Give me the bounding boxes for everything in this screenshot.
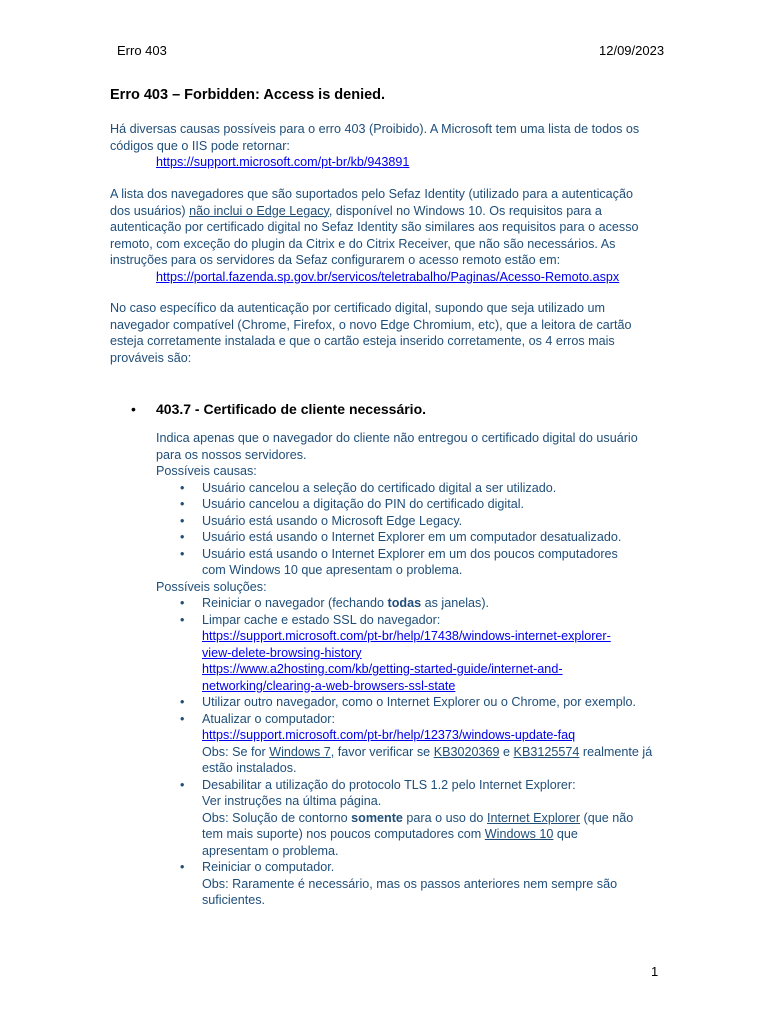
browsers-line: remoto, com exceção do plugin da Citrix e do Citrix Receiver, que não são necessários. As [110, 236, 616, 251]
list-item [156, 546, 676, 579]
intro-paragraph [110, 121, 670, 171]
solution-text: Reiniciar o computador. [202, 860, 335, 874]
solution-text: Ver instruções na última página. [202, 794, 382, 808]
obs-text: (que não [580, 810, 634, 825]
bullet: • [180, 612, 185, 627]
cause-text: Usuário está usando o Microsoft Edge Legacy. [202, 513, 463, 528]
intro-line: Há diversas causas possíveis para o erro 403 (Proibido). A Microsoft tem uma lista de todos os [110, 122, 640, 136]
ie-browsing-history-link[interactable]: https://support.microsoft.com/pt-br/help/17438/windows-internet-explorer- view-delete-browsing-history [202, 629, 611, 660]
obs-text: e [499, 744, 514, 759]
obs-text: suficientes. [202, 893, 265, 907]
bullet: • [180, 596, 185, 610]
obs-text: estão instalados. [202, 761, 297, 775]
obs-text: Obs: Solução de contorno [202, 810, 352, 825]
ssl-state-link[interactable]: https://www.a2hosting.com/kb/getting-started-guide/internet-and- networking/clearing-a-web-browsers-ssl-state [202, 662, 563, 693]
cause-text: Usuário está usando o Internet Explorer em um computador desatualizado. [202, 530, 622, 544]
list-item [156, 694, 676, 711]
bullet: • [180, 513, 185, 528]
kb3020369-ref[interactable]: KB3020369 [433, 744, 500, 759]
solutions-label: Possíveis soluções: [156, 579, 267, 594]
bullet: • [180, 860, 185, 874]
cause-text: Usuário está usando o Internet Explorer em um dos poucos computadores [202, 546, 618, 561]
intro-line: códigos que o IIS pode retornar: [110, 138, 290, 153]
bullet: • [180, 480, 185, 495]
browsers-line: instruções para os servidores da Sefaz configurarem o acesso remoto estão em: [110, 253, 561, 267]
header-left: Erro 403 [117, 43, 167, 58]
section-heading: 403.7 - Certificado de cliente necessário. [156, 401, 427, 417]
solution-text: Desabilitar a utilização do protocolo TLS 1.2 pelo Internet Explorer: [202, 777, 576, 792]
specific-line: No caso específico da autenticação por certificado digital, supondo que seja utilizado um [110, 301, 605, 315]
obs-text: que [553, 827, 578, 841]
obs-emphasis: somente [351, 810, 403, 825]
page-title: Erro 403 – Forbidden: Access is denied. [110, 87, 386, 103]
solution-text: Reiniciar o navegador (fechando [202, 596, 388, 610]
header-date: 12/09/2023 [599, 43, 665, 58]
list-item [156, 529, 676, 546]
kb3125574-ref[interactable]: KB3125574 [513, 744, 580, 759]
iis-codes-link[interactable]: https://support.microsoft.com/pt-br/kb/943891 [156, 155, 410, 169]
obs-text: para o uso do [402, 810, 487, 825]
windows-update-link[interactable]: https://support.microsoft.com/pt-br/help/12373/windows-update-faq [202, 728, 576, 742]
section-desc: para os nossos servidores. [156, 447, 307, 462]
obs-text: Obs: Raramente é necessário, mas os passos anteriores nem sempre são [202, 876, 618, 891]
cause-text: Usuário cancelou a seleção do certificado digital a ser utilizado. [202, 480, 557, 495]
edge-legacy-note: não inclui o Edge Legacy [189, 203, 329, 218]
internet-explorer-ref[interactable]: Internet Explorer [486, 810, 581, 825]
section-bullet: • [131, 401, 136, 417]
obs-text: tem mais suporte) nos poucos computadores com [202, 827, 485, 841]
browsers-text: dos usuários) [110, 203, 190, 218]
obs-text: apresentam o problema. [202, 843, 339, 858]
bullet: • [180, 695, 185, 709]
list-item [156, 480, 676, 497]
cause-text: Usuário cancelou a digitação do PIN do certificado digital. [202, 497, 525, 511]
bullet: • [180, 777, 185, 792]
list-item [156, 496, 676, 513]
browsers-line: autenticação por certificado digital no Sefaz Identity são similares aos requisitos para o acesso [110, 220, 639, 234]
windows7-ref[interactable]: Windows 7 [269, 744, 331, 759]
bullet: • [180, 546, 185, 561]
browsers-line: A lista dos navegadores que são suportados pelo Sefaz Identity (utilizado para a autenticação [110, 187, 633, 201]
section-desc: Indica apenas que o navegador do cliente não entregou o certificado digital do usuário [156, 431, 638, 445]
solution-text: Atualizar o computador: [202, 711, 336, 726]
list-item [156, 859, 676, 909]
solution-text: Utilizar outro navegador, como o Internet Explorer ou o Chrome, por exemplo. [202, 695, 637, 709]
solution-emphasis: todas [387, 596, 422, 610]
list-item [156, 777, 676, 860]
bullet: • [180, 530, 185, 544]
browsers-text: , disponível no Windows 10. Os requisitos para a [328, 203, 602, 218]
specific-line: prováveis são: [110, 350, 192, 365]
solution-text: as janelas). [421, 596, 490, 610]
solution-text: Limpar cache e estado SSL do navegador: [202, 612, 441, 627]
obs-text: realmente já [579, 744, 653, 759]
remote-access-link[interactable]: https://portal.fazenda.sp.gov.br/servicos/teletrabalho/Paginas/Acesso-Remoto.aspx [156, 269, 620, 284]
list-item [156, 711, 676, 777]
section-content [156, 430, 676, 909]
bullet: • [180, 497, 185, 511]
list-item [156, 513, 676, 530]
page-number: 1 [651, 964, 659, 979]
list-item [156, 612, 676, 695]
cause-text: com Windows 10 que apresentam o problema. [202, 563, 463, 577]
windows10-ref[interactable]: Windows 10 [484, 827, 554, 841]
obs-text: Obs: Se for [202, 744, 270, 759]
list-item [156, 595, 676, 612]
bullet: • [180, 711, 185, 726]
specific-line: esteja corretamente instalada e que o cartão esteja inserido corretamente, os 4 erros mais [110, 334, 615, 348]
obs-text: , favor verificar se [330, 744, 434, 759]
specific-paragraph [110, 300, 670, 366]
specific-line: navegador compatível (Chrome, Firefox, o novo Edge Chromium, etc), que a leitora de cartão [110, 317, 632, 332]
browsers-paragraph [110, 186, 670, 285]
causes-label: Possíveis causas: [156, 464, 257, 478]
